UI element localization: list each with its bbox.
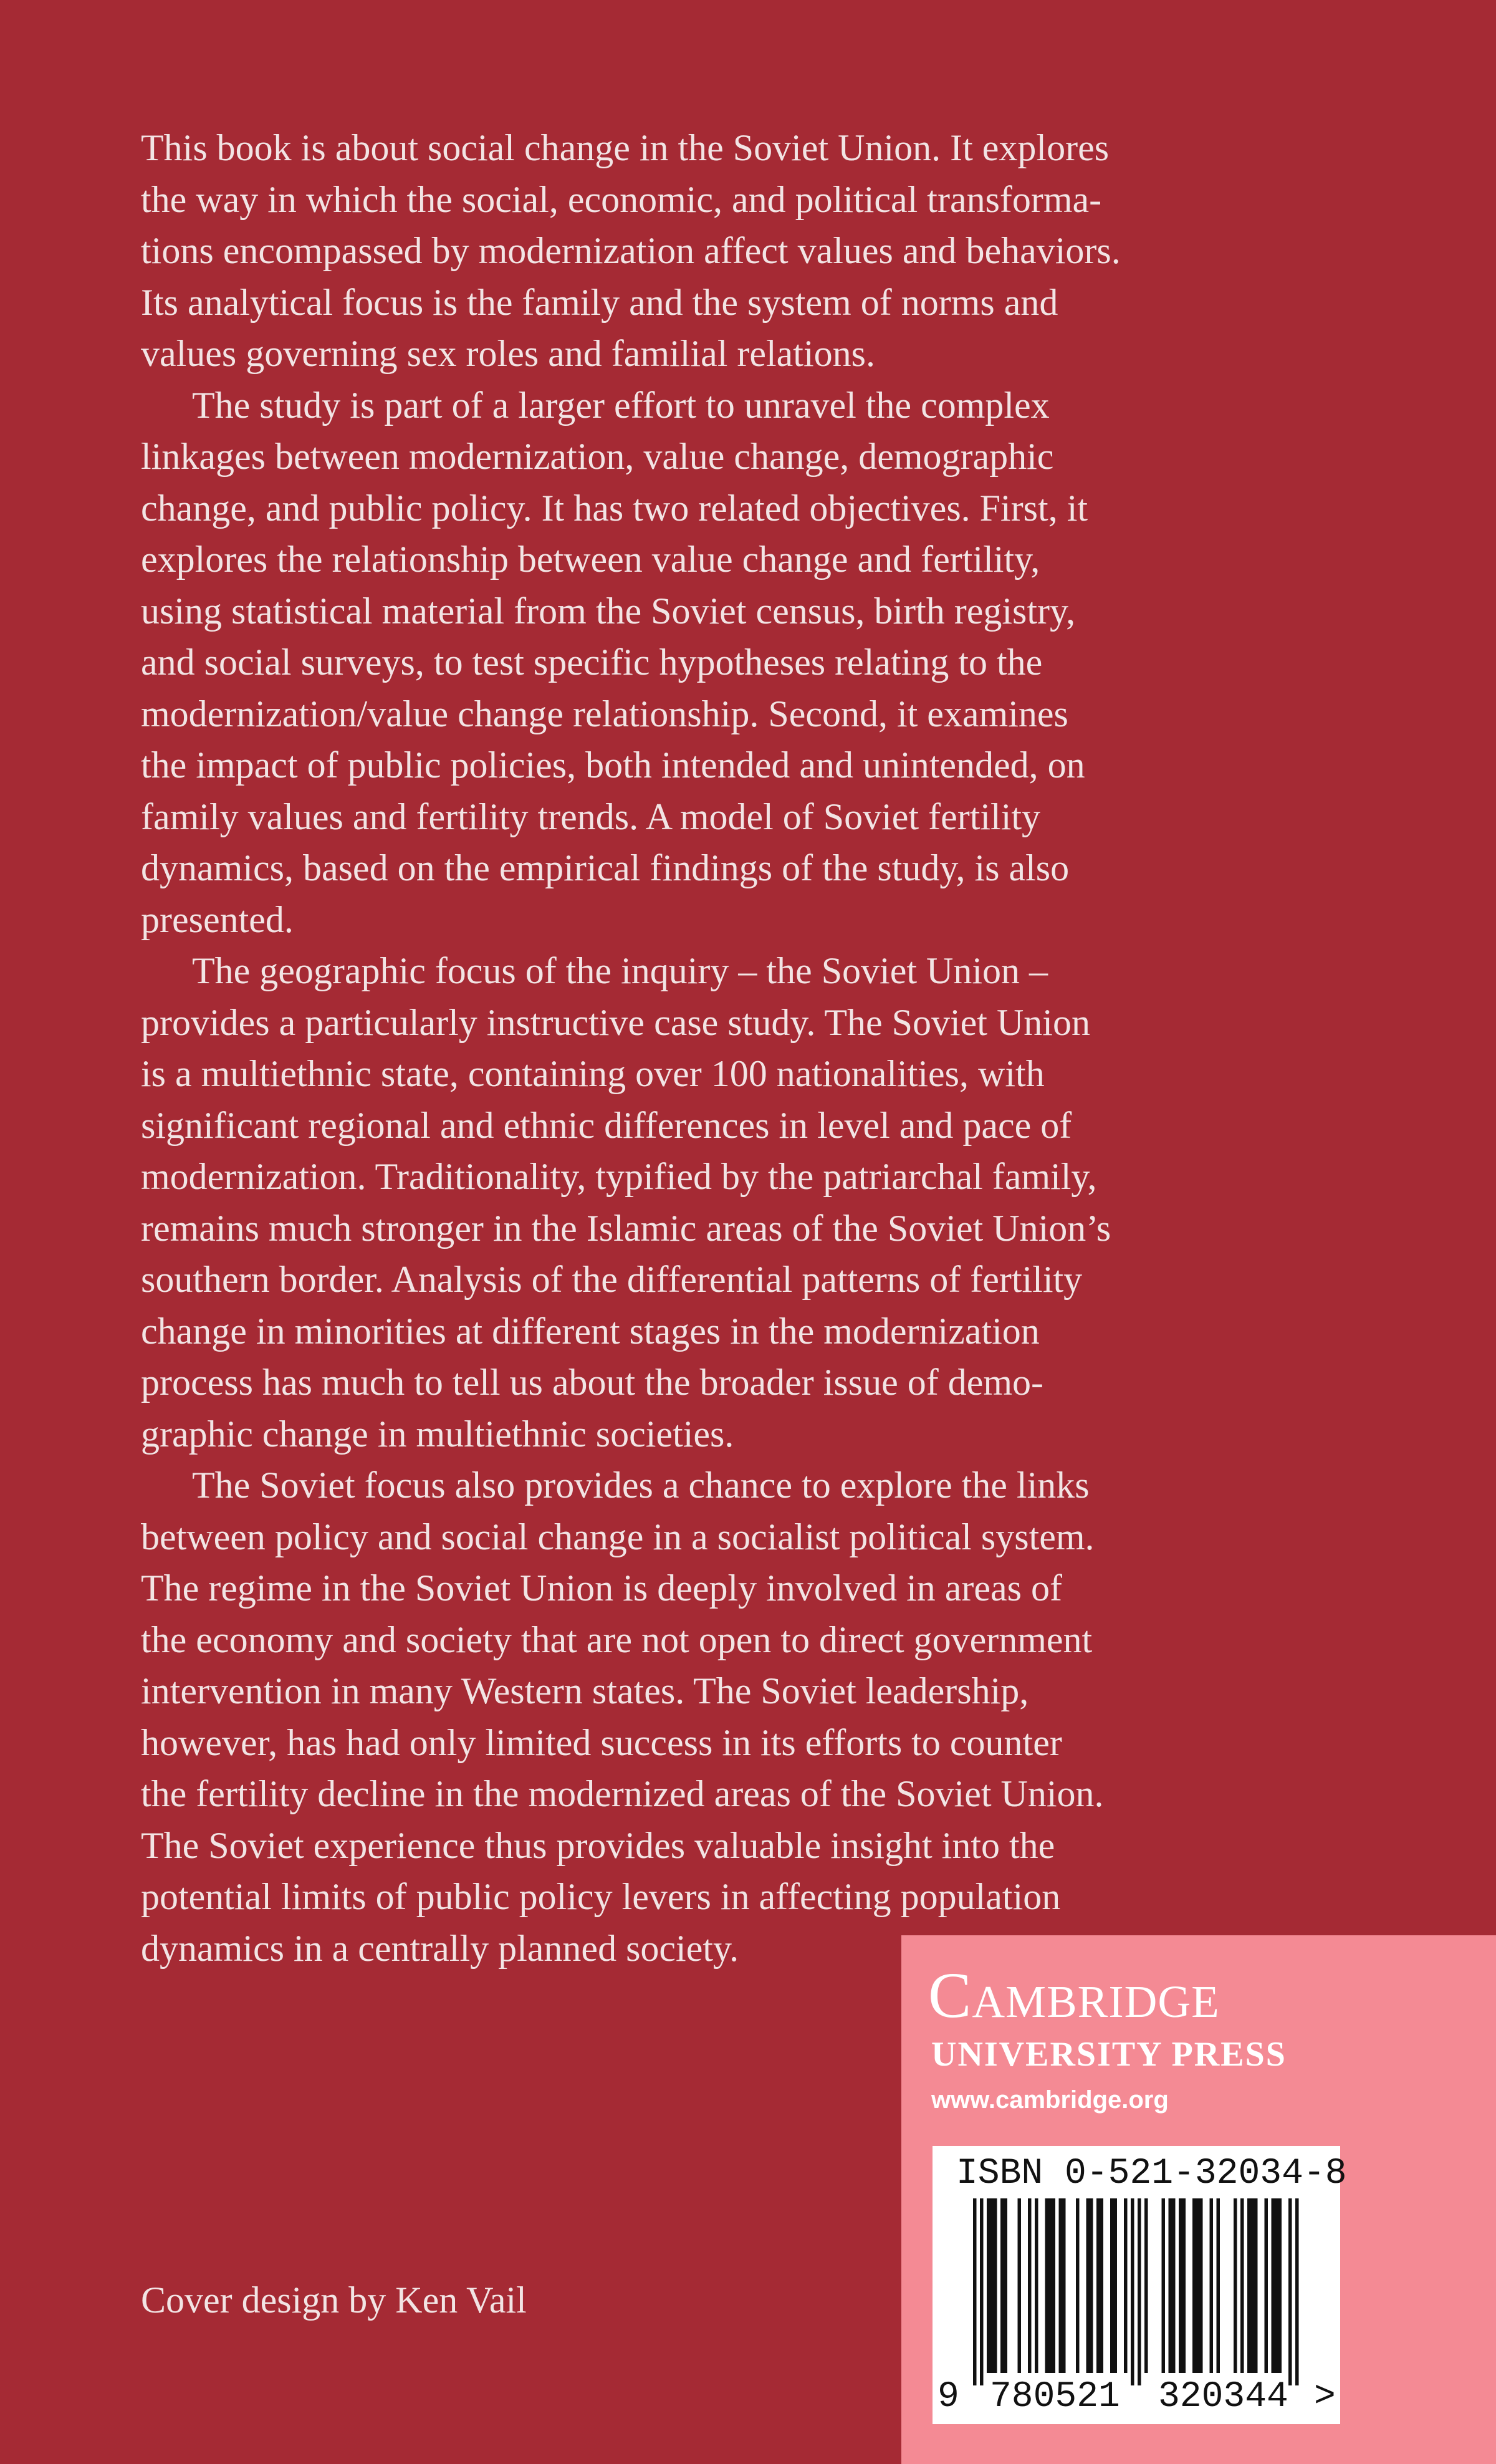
barcode-bar [1124,2198,1128,2373]
ean-right-group: 320344 [1158,2375,1288,2419]
barcode-bar [1028,2198,1032,2373]
barcode-bar [1240,2198,1244,2373]
barcode-bar [980,2198,984,2385]
blurb-line: Its analytical focus is the family and the system of norms and [141,281,1058,323]
blurb-line: using statistical material from the Soviet census, birth registry, [141,590,1076,632]
barcode-bar [1192,2198,1203,2373]
blurb-line: however, has had only limited success in its efforts to counter [141,1721,1062,1763]
barcode-bar [1288,2198,1292,2385]
blurb-line: modernization/value change relationship. Second, it examines [141,693,1068,734]
barcode-bar [1045,2198,1056,2373]
blurb-line: the economy and society that are not open to direct government [141,1619,1093,1660]
blurb-line: explores the relationship between value change and fertility, [141,539,1040,580]
barcode-bar [1210,2198,1214,2373]
ean-end-mark: > [1314,2375,1336,2419]
barcode-bar [1272,2198,1282,2373]
publisher-url: www.cambridge.org [931,2086,1169,2114]
isbn-barcode [933,2146,1347,2424]
blurb-line: This book is about social change in the Soviet Union. It explores [141,127,1110,168]
blurb-line: dynamics, based on the empirical findings of the study, is also [141,847,1070,888]
blurb-paragraph-1 [141,122,1388,380]
blurb-line: between policy and social change in a socialist political system. [141,1516,1095,1557]
blurb-line: tions encompassed by modernization affect values and behaviors. [141,230,1121,271]
barcode-bar [1247,2198,1258,2373]
barcode-bar [973,2198,977,2385]
isbn-label: ISBN 0-521-32034-8 [956,2154,1347,2194]
barcode-bar [1131,2198,1134,2385]
blurb-line: modernization. Traditionality, typified by the patriarchal family, [141,1156,1097,1197]
barcode-bar [1144,2198,1148,2373]
barcode-bar [1018,2198,1022,2373]
blurb-line: family values and fertility trends. A model of Soviet fertility [141,796,1041,837]
barcode-bar [1138,2198,1141,2385]
blurb-line: provides a particularly instructive case study. The Soviet Union [141,1001,1090,1043]
blurb-line: significant regional and ethnic differences in level and pace of [141,1104,1072,1146]
barcode-bar [1000,2198,1007,2373]
cover-design-credit: Cover design by Ken Vail [141,2279,527,2321]
blurb-line: values governing sex roles and familial relations. [141,333,875,374]
publisher-name: Cambridge [928,1960,1220,2031]
barcode-bar [1217,2198,1220,2373]
barcode-bar [1234,2198,1237,2373]
barcode-bar [1059,2198,1066,2373]
blurb-paragraph-2 [141,380,1388,946]
blurb-line: intervention in many Western states. The Soviet leadership, [141,1670,1029,1711]
blurb-line: The Soviet experience thus provides valuable insight into the [141,1824,1055,1866]
back-cover-blurb [141,122,1388,1974]
blurb-line: potential limits of public policy levers in affecting population [141,1876,1061,1917]
barcode-bar [1265,2198,1268,2373]
barcode-bar [1076,2198,1080,2373]
barcode-bar [1086,2198,1093,2373]
barcode-bars [939,2198,1325,2385]
blurb-paragraph-4 [141,1460,1388,1974]
blurb-line: change in minorities at different stages in the modernization [141,1310,1040,1352]
blurb-line: the fertility decline in the modernized areas of the Soviet Union. [141,1773,1104,1814]
barcode-bar [1110,2198,1117,2373]
blurb-paragraph-3 [141,945,1388,1460]
blurb-line: process has much to tell us about the broader issue of demo- [141,1362,1043,1403]
blurb-line: linkages between modernization, value change, demographic [141,436,1054,477]
blurb-line: change, and public policy. It has two related objectives. First, it [141,487,1088,529]
barcode-bar [987,2198,997,2373]
barcode-bar [1035,2198,1038,2373]
blurb-line: The Soviet focus also provides a chance to explore the links [192,1465,1090,1506]
ean-left-group: 780521 [990,2375,1120,2419]
barcode-bar [1162,2198,1166,2373]
blurb-line: remains much stronger in the Islamic areas of the Soviet Union’s [141,1207,1111,1249]
blurb-line: the impact of public policies, both intended and unintended, on [141,744,1085,786]
blurb-line: The study is part of a larger effort to unravel the complex [192,384,1050,426]
blurb-line: graphic change in multiethnic societies. [141,1413,734,1455]
blurb-line: the way in which the social, economic, and political transforma- [141,178,1102,220]
blurb-line: The geographic focus of the inquiry – the Soviet Union – [192,950,1048,991]
blurb-line: southern border. Analysis of the differential patterns of fertility [141,1259,1083,1300]
barcode-bar [1179,2198,1186,2373]
blurb-line: presented. [141,898,294,940]
publisher-subtitle: UNIVERSITY PRESS [931,2035,1287,2074]
blurb-line: The regime in the Soviet Union is deeply involved in areas of [141,1567,1062,1609]
blurb-line: dynamics in a centrally planned society. [141,1927,739,1969]
barcode-bar [1169,2198,1176,2373]
blurb-line: is a multiethnic state, containing over 100 nationalities, with [141,1053,1045,1094]
barcode-bar [1096,2198,1103,2373]
ean-first-digit: 9 [937,2375,959,2419]
ean-digits [933,2375,1340,2419]
publisher-panel [901,1935,1496,2464]
barcode-bar [1295,2198,1299,2385]
blurb-line: and social surveys, to test specific hypotheses relating to the [141,642,1043,683]
